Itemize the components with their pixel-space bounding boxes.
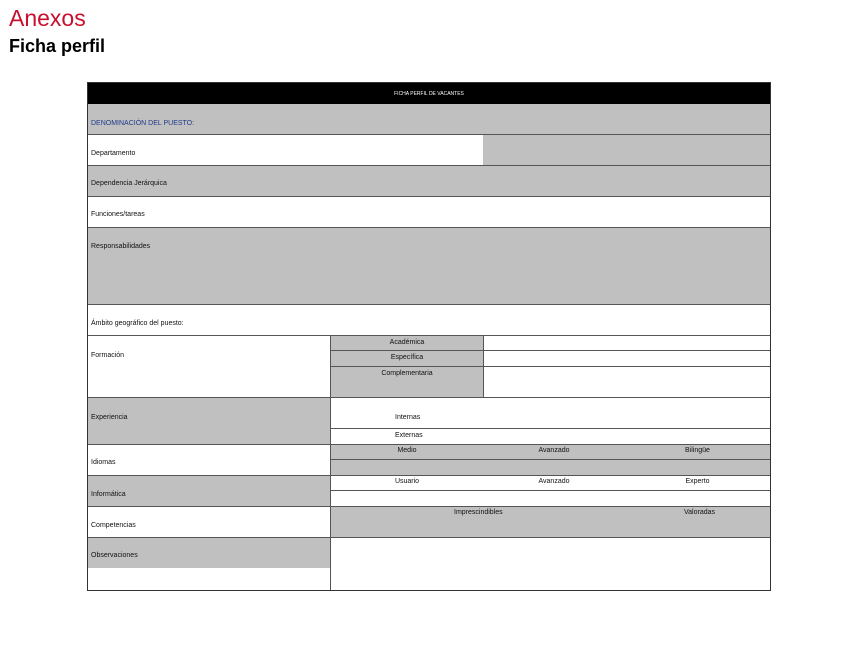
formacion-option-complementaria: Complementaria [381, 370, 433, 377]
observaciones-label: Observaciones [91, 552, 138, 559]
funciones-label: Funciones/tareas [91, 211, 145, 218]
idiomas-label: Idiomas [91, 459, 116, 466]
informatica-label: Informática [91, 491, 126, 498]
experiencia-option-internas: Internas [395, 414, 421, 421]
form-header [88, 83, 770, 104]
page-title: Anexos [9, 5, 86, 31]
responsabilidades-label: Responsabilidades [91, 243, 151, 250]
experiencia-label: Experiencia [91, 414, 128, 421]
denominacion-row [88, 104, 770, 134]
page-subtitle: Ficha perfil [9, 36, 106, 56]
formacion-label: Formación [91, 352, 125, 359]
informatica-level-avanzado: Avanzado [538, 478, 570, 485]
formacion-option-academica: Académica [389, 339, 425, 346]
informatica-level-usuario: Usuario [394, 478, 420, 485]
ambito-label: Ámbito geográfico del puesto: [91, 320, 184, 327]
dependencia-row[interactable] [88, 166, 770, 196]
departamento-input[interactable] [88, 135, 483, 165]
competencias-label: Competencias [91, 522, 136, 529]
departamento-label: Departamento [91, 150, 136, 157]
vacancy-profile-form [87, 82, 771, 591]
form-header-text: FICHA PERFIL DE VACANTES [394, 91, 464, 97]
idiomas-level-avanzado: Avanzado [538, 447, 570, 454]
observaciones-input[interactable] [331, 538, 770, 590]
responsabilidades-row[interactable] [88, 228, 770, 304]
informatica-level-experto: Experto [685, 478, 710, 485]
idiomas-level-bilingue: Bilingüe [685, 447, 710, 454]
idiomas-level-medio: Medio [397, 447, 417, 454]
ambito-row[interactable] [88, 305, 770, 335]
experiencia-label-cell [88, 398, 330, 444]
formacion-option-especifica: Específica [390, 354, 424, 361]
funciones-row[interactable] [88, 197, 770, 227]
competencias-column-valoradas: Valoradas [684, 509, 716, 516]
competencias-column-imprescindibles: Imprescindibles [454, 509, 503, 516]
idiomas-values-row[interactable] [331, 460, 770, 475]
denominacion-label: DENOMINACIÓN DEL PUESTO: [91, 120, 195, 127]
departamento-value[interactable] [483, 135, 770, 165]
experiencia-option-externas: Externas [395, 432, 423, 439]
dependencia-label: Dependencia Jerárquica [91, 180, 167, 187]
